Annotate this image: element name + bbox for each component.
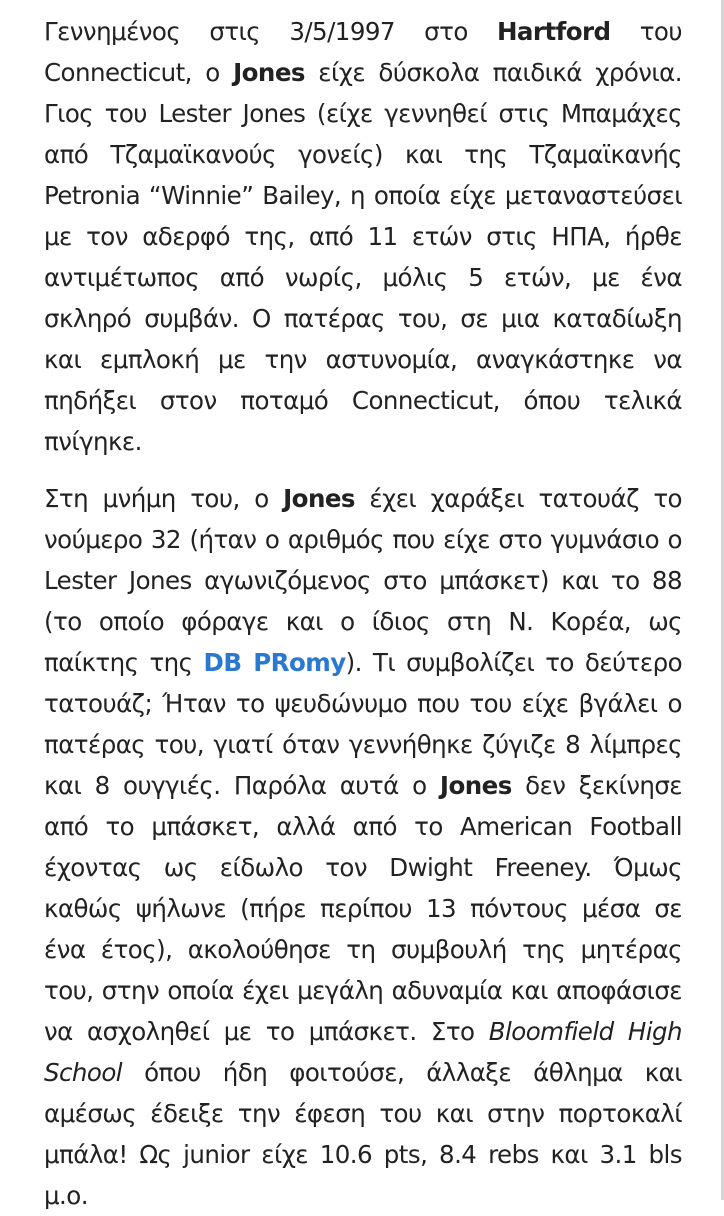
team-link[interactable]: DB PRomy [203,648,346,677]
paragraph-text: Γεννημένος στις 3/5/1997 στο [44,17,497,46]
paragraph-text: Στη μνήμη του, ο [44,484,284,513]
article-body [44,11,682,1216]
paragraph-text: του Connecticut, ο [44,17,682,87]
paragraph-text: ). Τι συμβολίζει το δεύτερο τατουάζ; Ήταν το ψευδώνυμο που του είχε βγάλει ο πατέρας του, γιατί όταν γεννήθηκε ζύγιζε 8 λίμπρες και 8 ουγγιές. Παρόλα αυτά ο [44,648,683,800]
paragraph-text: δεν ξεκίνησε από το μπάσκετ, αλλά από το American Football έχοντας ως είδωλο τον Dwight Freeney. Όμως καθώς ψήλωνε (πήρε περίπου 13 πόντους μέσα σε ένα έτος), ακολούθησε τη συμβουλή της μητέρας του, στην οποία έχει μεγάλη αδυναμία και αποφάσισε να ασχοληθεί με το μπάσκετ. Στο [44,771,683,1046]
player-name-bold: Jones [233,58,305,87]
player-name-bold: Jones [283,484,355,513]
paragraph-tattoo [44,478,682,1216]
player-name-bold: Jones [439,771,512,800]
paragraph-text: είχε δύσκολα παιδικά χρόνια. Γιος του Lester Jones (είχε γεννηθεί στις Μπαμάχες από Τζαμαϊκανούς γονείς) και της Τζαμαϊκανής Petronia “Winnie” Bailey, η οποία είχε μεταναστεύσει με τον αδερφό της, από 11 ετών στις ΗΠΑ, ήρθε αντιμέτωπος από νωρίς, μόλις 5 ετών, με ένα σκληρό συμβάν. Ο πατέρας του, σε μια καταδίωξη και εμπλοκή με την αστυνομία, αναγκάστηκε να πηδήξει στον ποταμό Connecticut, όπου τελικά πνίγηκε. [44,58,682,456]
paragraph-birth [44,11,682,462]
city-bold: Hartford [496,17,611,46]
paragraph-text: έχει χαράξει τατουάζ το νούμερο 32 (ήταν ο αριθμός που είχε στο γυμνάσιο ο Lester Jones αγωνιζόμενος στο μπάσκετ) και το 88 (το οποίο φόραγε και ο ίδιος στη Ν. Κορέα, ως παίκτης της [44,484,682,677]
school-name-italic: Bloomfield High School [44,1017,683,1087]
paragraph-text: όπου ήδη φοιτούσε, άλλαξε άθλημα και αμέσως έδειξε την έφεση του και στην πορτοκαλί μπάλα! Ως junior είχε 10.6 pts, 8.4 rebs και 3.1 bls μ.ο. [44,1058,682,1210]
